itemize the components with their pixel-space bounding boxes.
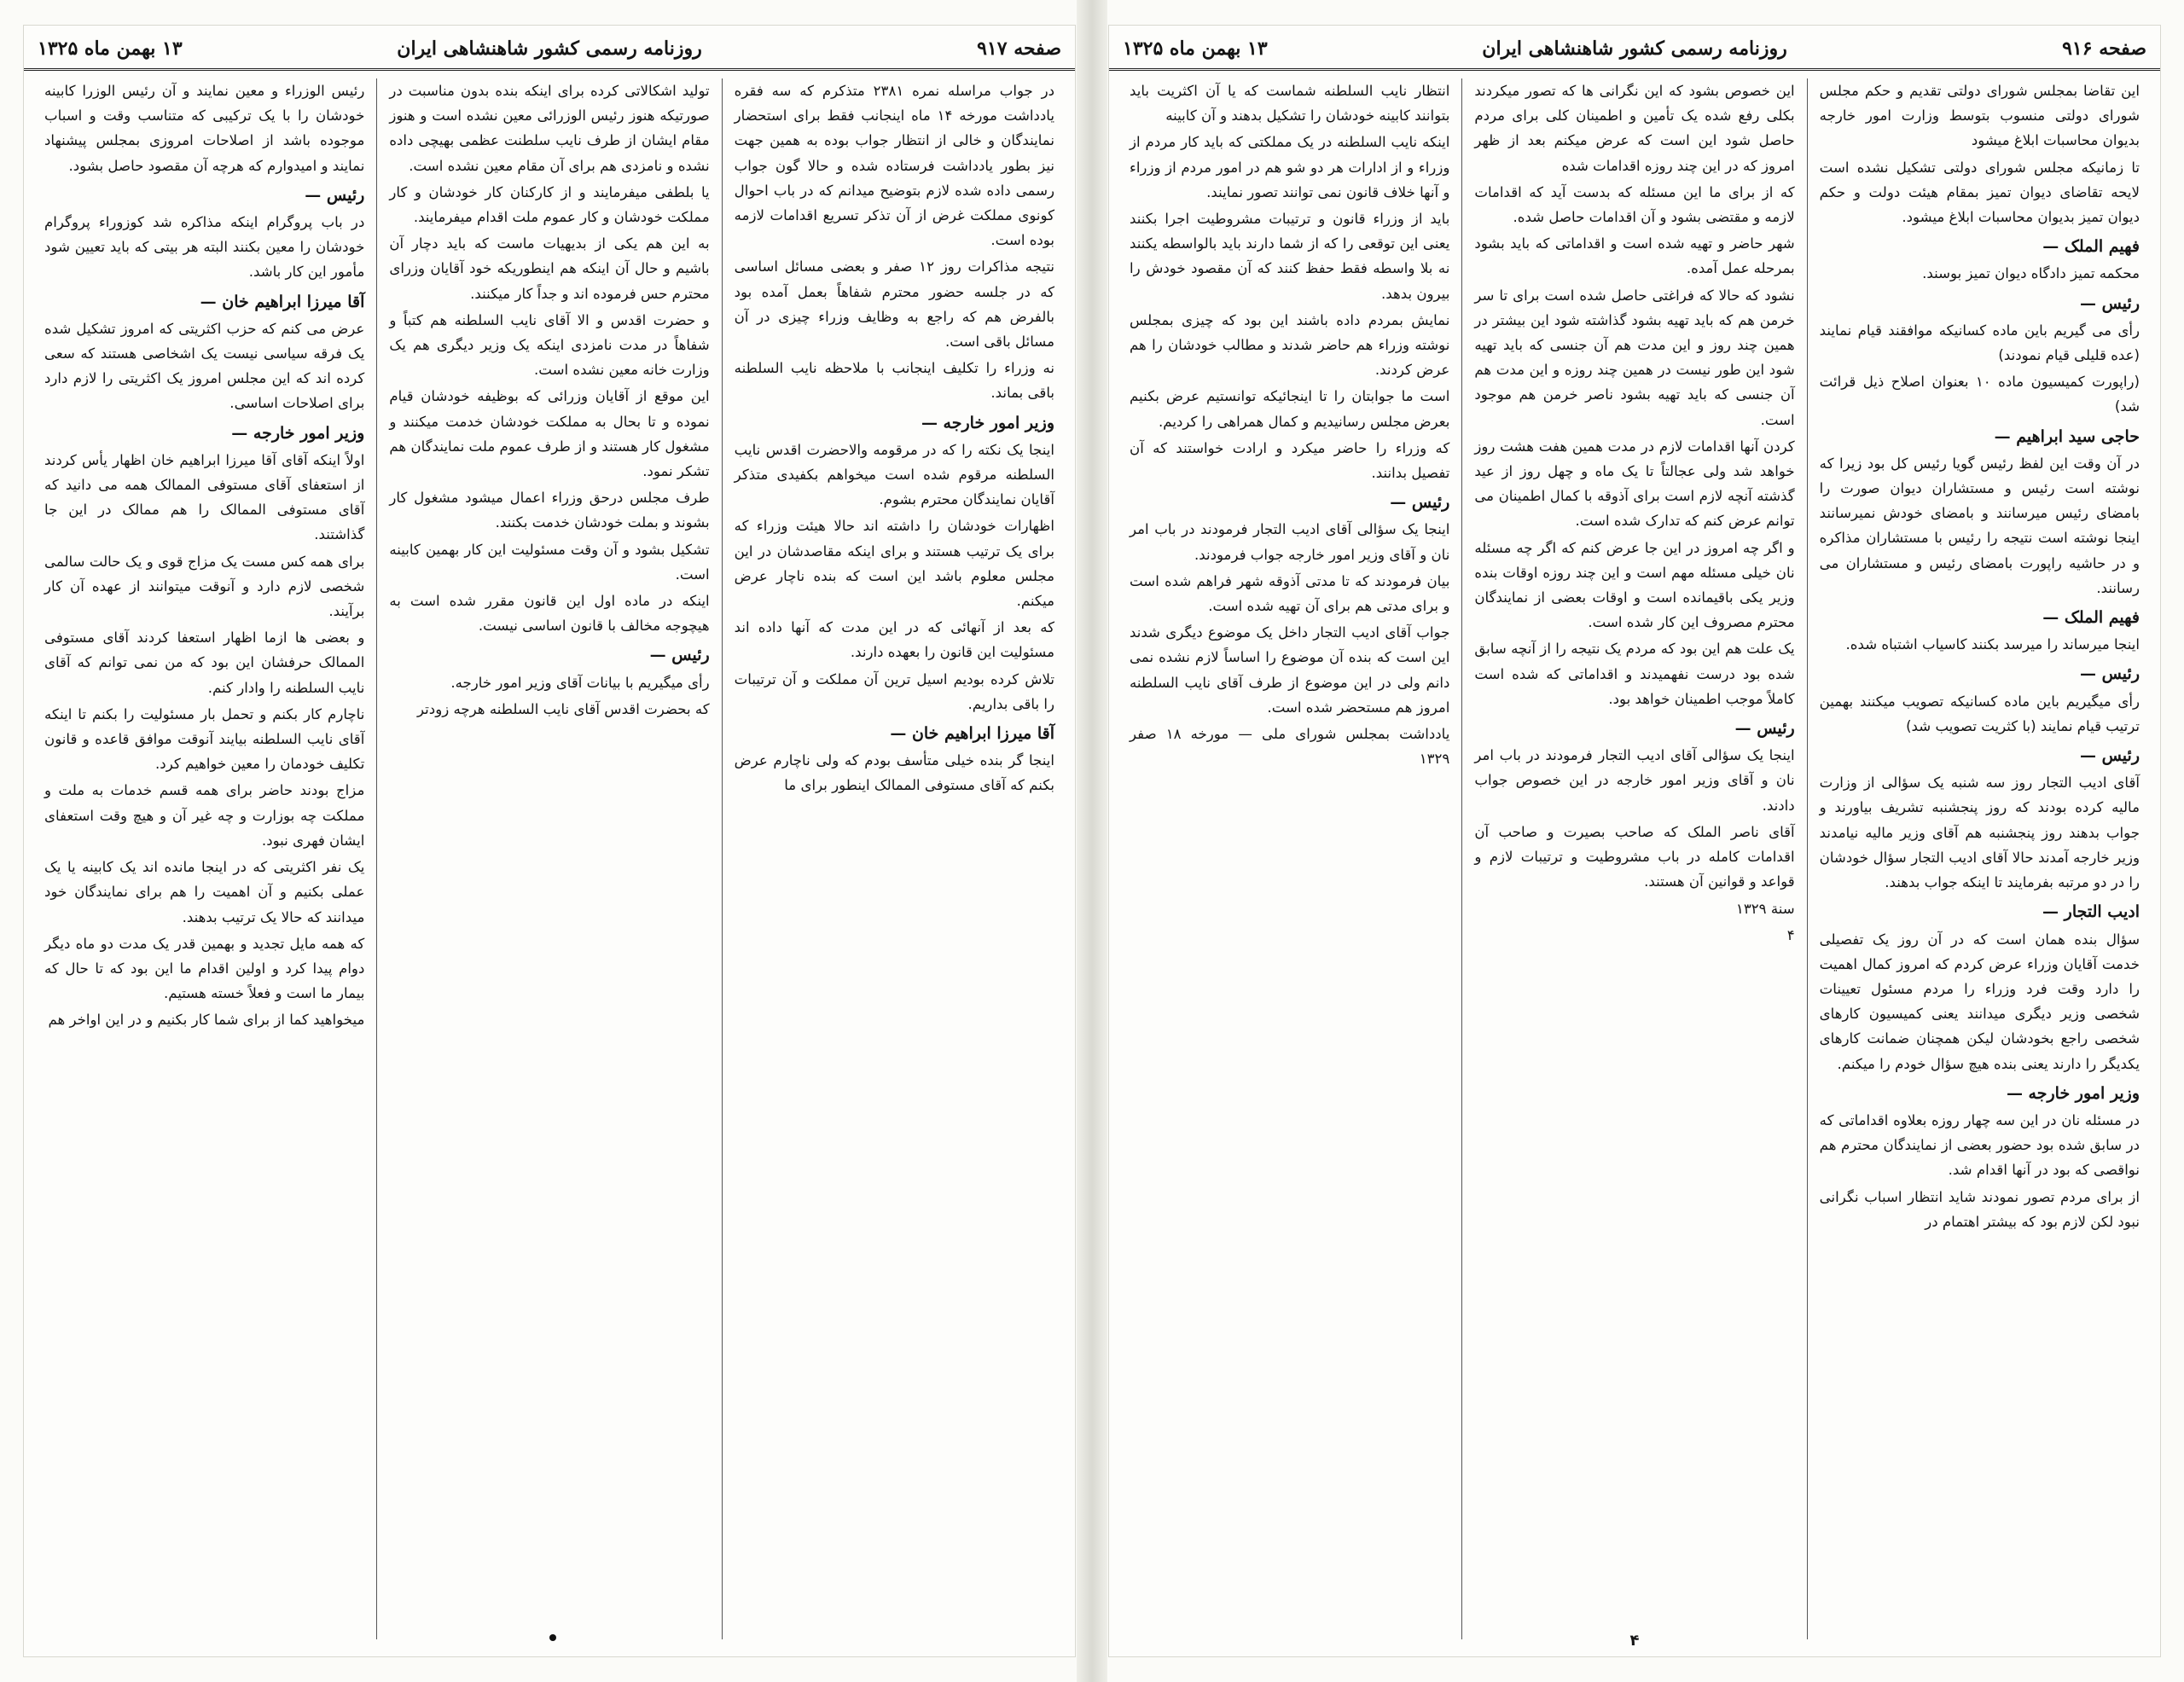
page-917 <box>24 26 1075 1656</box>
column-2 <box>376 78 721 1639</box>
paragraph: یادداشت بمجلس شورای ملی — مورخه ۱۸ صفر ۱۳۲۹ <box>1130 726 1450 768</box>
speaker-name: رئیس — <box>2079 746 2140 766</box>
paragraph: نتیجه مذاکرات روز ۱۲ صفر و بعضی مسائل اساسی که در جلسه حضور محترم شفاهاً بعمل آمده بود بالفرض هم که راجع به وظایف وزراء چیزی در آن مسائل باقی است. <box>734 258 1055 351</box>
paragraph: و اگر چه امروز در این جا عرض کنم که اگر چه مسئله نان خیلی مسئله مهم است و این چند روزه اوقات بنده وزیر یکی باقیمانده است و اوقات بعضی از نمایندگان محترم مصروف این کار شده است. <box>1474 539 1795 631</box>
paragraph: برای همه کس مست یک مزاج قوی و یک حالت سالمی شخصی لازم دارد و آنوقت میتوانند از عهده آن کار برآیند. <box>44 553 365 620</box>
paragraph: اظهارات خودشان را داشته اند حالا هیئت وزراء که برای یک ترتیب هستند و برای اینکه مقاصدشان در این مجلس معلوم باشد این است که بنده ناچار عرض میکنم. <box>734 518 1054 610</box>
paragraph: این تقاضا بمجلس شورای دولتی تقدیم و حکم مجلس شورای دولتی منسوب بتوسط وزارت امور خارجه بدیوان محاسبات ابلاغ میشود <box>1819 83 2140 149</box>
newspaper-title: روزنامه رسمی کشور شاهنشاهی ایران <box>397 38 702 60</box>
page-header <box>24 26 1075 71</box>
paragraph: است ما جوابتان را تا اینجائیکه توانستیم عرض بکنیم بعرض مجلس رسانیدیم و کمال همراهی را کردیم. <box>1130 388 1450 430</box>
paragraph: اینکه در ماده اول این قانون مقرر شده است به هیچوجه مخالف با قانون اساسی نیست. <box>389 593 710 635</box>
paragraph: و حضرت اقدس و الا آقای نایب السلطنه هم کتباً و شفاهاً در مدت نامزدی اینکه یک وزیر دیگری هم یک وزارت خانه معین نشده است. <box>389 311 710 379</box>
paragraph: آقای ناصر الملک که صاحب بصیرت و صاحب آن اقدامات کامله در باب مشروطیت و ترتیبات لازم و قواعد و قوانین آن هستند. <box>1474 823 1795 890</box>
paragraph: (راپورت کمیسیون ماده ۱۰ بعنوان اصلاح ذیل قرائت شد) <box>1819 374 2140 415</box>
paragraph: رئیس — رأی می گیریم باین ماده کسانیکه موافقند قیام نمایند (عده قلیلی قیام نمودند) <box>1820 292 2140 368</box>
speaker-name: وزیر امور خارجه — <box>921 413 1054 432</box>
paragraph: ۴ <box>1786 926 1795 943</box>
paragraph: جواب آقای ادیب التجار داخل یک موضوع دیگری شدند این است که بنده آن موضوع را اساساً لازم نشده نمی دانم ولی در این موضوع از طرف آقای نایب السلطنه امروز هم مستحضر شده است. <box>1130 624 1450 716</box>
speaker-name: رئیس — <box>2079 293 2140 313</box>
paragraph: رئیس الوزراء و معین نمایند و آن رئیس الوزرا کابینه خودشان را با یک ترکیبی که متناسب وقت و اسباب موجوده باشد از اصلاحات امروزی بمجلس پیشنهاد نمایند و امیدوارم که هرچه آن مقصود حاصل بشود. <box>44 83 365 174</box>
text-columns <box>1118 78 2152 1639</box>
speaker-name: حاجی سید ابراهیم — <box>1994 426 2140 446</box>
paragraph: وزیر امور خارجه — در مسئله نان در این سه چهار روزه بعلاوه اقداماتی که در سابق شده بود حضور بعضی از نمایندگان محترم هم نواقصی که بود در آنها اقدام شد. <box>1820 1082 2140 1183</box>
newspaper-title: روزنامه رسمی کشور شاهنشاهی ایران <box>1482 38 1787 60</box>
paragraph: رئیس — آقای ادیب التجار روز سه شنبه یک سؤالی از وزارت مالیه کرده بودند که روز پنجشنبه تشریف بیاورند و جواب بدهند روز پنجشنبه هم آقای وزیر مالیه نیامدند وزیر خارجه آمدند حالا آقای ادیب التجار سؤال خودشان را در دو مرتبه بفرمایند تا اینکه جواب بدهند. <box>1820 744 2140 895</box>
speaker-name: رئیس — <box>1390 493 1450 513</box>
paragraph: آقا میرزا ابراهیم خان — اینجا گر بنده خیلی متأسف بودم که ولی ناچارم عرض بکنم که آقای مستوفی الممالک اینطور برای ما <box>735 722 1054 798</box>
paragraph: که وزراء را حاضر میکرد و ارادت خواستند که آن تفصیل بدانند. <box>1130 439 1450 482</box>
column-3 <box>1118 78 1461 1639</box>
paragraph: به این هم یکی از بدیهیات ماست که باید دچار آن باشیم و حال آن اینکه هم اینطوریکه خود آقایان وزرای محترم حس فرموده اند و جداً کار میکنند. <box>389 235 710 302</box>
paragraph: فهیم الملک — محکمه تمیز دادگاه دیوان تمیز بوسند. <box>1820 235 2140 286</box>
paragraph: تا زمانیکه مجلس شورای دولتی تشکیل نشده است لایحه تقاضای دیوان تمیز بمقام هیئت دولت و حکم دیوان تمیز بدیوان محاسبات ابلاغ میشود. <box>1819 159 2140 226</box>
text-columns <box>32 78 1066 1639</box>
paragraph: انتظار نایب السلطنه شماست که یا آن اکثریت باید بتوانند کابینه خودشان را تشکیل بدهند و آن کابینه <box>1130 83 1450 125</box>
paragraph: ناچارم کار بکنم و تحمل بار مسئولیت را بکنم تا اینکه آقای نایب السلطنه بیایند آنوقت موافق قاعده و قانون تکلیف خودمان را معین خواهیم کرد. <box>44 705 365 773</box>
paragraph: رئیس — رأی میگیریم باین ماده کسانیکه تصویب میکنند بهمین ترتیب قیام نمایند (با کثریت تصویب شد) <box>1820 662 2140 739</box>
paragraph: نشود که حالا که فراغتی حاصل شده است برای تا سر خرمن هم که باید تهیه بشود گذاشته شود این بیشتر در همین چند روز و این مدت هم آن جنسی که باید تهیه شود این طور نیست در همین چند روزه و این مدت هم آن جنسی که باید تهیه بشود ناصر خرمن هم موجود است. <box>1474 287 1795 428</box>
speaker-name: رئیس — <box>649 646 710 665</box>
paragraph: اینکه نایب السلطنه در یک مملکتی که باید کار مردم از وزراء و از ادارات هر دو شو هم در امور مردم از وزراء و آنها خلاف قانون نمی توانند تصور نمایند. <box>1130 134 1450 200</box>
paragraph: یک علت هم این بود که مردم یک نتیجه را از آنچه سابق شده بود درست نفهمیدند و اقداماتی که شده است کاملاً موجب اطمینان خواهد بود. <box>1474 641 1795 707</box>
paragraph: از برای مردم تصور نمودند شاید انتظار اسباب نگرانی نبود لکن لازم بود که بیشتر اهتمام در <box>1819 1188 2140 1230</box>
paragraph: نه وزراء را تکلیف اینجانب با ملاحظه نایب السلطنه باقی بماند. <box>734 360 1054 402</box>
page-footer-number: ۴ <box>1629 1632 1640 1650</box>
speaker-name: فهیم الملک — <box>2042 608 2140 628</box>
column-3 <box>32 78 376 1639</box>
speaker-name: وزیر امور خارجه — <box>231 423 365 443</box>
paragraph: تلاش کرده بودیم اسیل ترین آن مملکت و آن ترتیبات را باقی بداریم. <box>734 670 1054 712</box>
page-916 <box>1109 26 2160 1656</box>
paragraph: وزیر امور خارجه — اینجا یک نکته را که در مرقومه والاحضرت اقدس نایب السلطنه مرقوم شده است میخواهم بکفیدی متذکر آقایان نمایندگان محترم بشوم. <box>735 411 1054 513</box>
paragraph: این خصوص بشود که این نگرانی ها که تصور میکردند بکلی رفع شده یک تأمین و اطمینان کلی برای مردم حاصل شود این است که عرض میکنم بعد از ظهر امروز که در این چند روزه اقدامات شده <box>1474 83 1795 174</box>
bullet-dot <box>549 1634 556 1641</box>
paragraph: کردن آنها اقدامات لازم در مدت همین هفت هشت روز خواهد شد ولی عجالتاً تا یک ماه و چهل روز از عید گذشته آنچه لازم است برای آذوقه با کمال اطمینان می توانم عرض کنم که تدارک شده است. <box>1474 438 1795 530</box>
paragraph: فهیم الملک — اینجا میرساند را میرسد بکنند کاسیاب اشتباه شده. <box>1820 606 2140 657</box>
paragraph: طرف مجلس درحق وزراء اعمال میشود مشغول کار بشوند و بملت خودشان خدمت بکنند. <box>389 490 710 531</box>
issue-date: ۱۳ بهمن ماه ۱۳۲۵ <box>1123 38 1268 60</box>
paragraph: نمایش بمردم داده باشند این بود که چیزی بمجلس نوشته وزراء هم حاضر شدند و مطالب خودشان را هم عرض کردند. <box>1130 311 1450 379</box>
paragraph: که از برای ما این مسئله که بدست آید که اقدامات لازمه و مقتضی بشود و آن اقدامات حاصل شده. <box>1474 183 1795 226</box>
paragraph: شهر حاضر و تهیه شده است و اقداماتی که باید بشود بمرحله عمل آمده. <box>1474 235 1795 277</box>
column-1 <box>1807 78 2152 1639</box>
paragraph: وزیر امور خارجه — اولاً اینکه آقای آقا میرزا ابراهیم خان اظهار یأس کردند از استعفای آقای مستوفی الممالک همه می دانید که آقای مستوفی الممالک را هم ممالک در این جا گذاشتند. <box>44 421 364 548</box>
paragraph: رئیس — رأی میگیریم با بیانات آقای وزیر امور خارجه. <box>389 643 709 694</box>
paragraph: یا بلطفی میفرمایند و از کارکنان کار خودشان و کار مملکت خودشان و کار عموم ملت اقدام میفرمایند. <box>389 183 710 226</box>
page-header <box>1109 26 2160 71</box>
paragraph: حاجی سید ابراهیم — در آن وقت این لفظ رئیس گویا رئیس کل بود زیرا که نوشته است رئیس و مستشاران دیوان صورت را بامضای رئیس میرسانند و بامضای خودش نمیرسانند اینجا نوشته است نتیجه را رئیس با مستشاران مذاکره و در حاشیه راپورت بامضای رئیس و مستشاران می رسانند. <box>1820 425 2140 600</box>
paragraph: بیان فرمودند که تا مدتی آذوقه شهر فراهم شده است و برای مدتی هم برای آن تهیه شده است. <box>1130 572 1450 615</box>
paragraph: رئیس — در باب پروگرام اینکه مذاکره شد کوزوراء پروگرام خودشان را معین بکنند البته هر بیتی که باید تعیین شود مأمور این کار باشد. <box>44 183 364 285</box>
column-1 <box>722 78 1066 1639</box>
paragraph: این موقع از آقایان وزرائی که بوظیفه خودشان قیام نموده و تا بحال به مملکت خودشان خدمت میکنند و مشغول کار هستند و از طرف عموم ملت نمایندگان هم تشکر نمود. <box>389 388 710 480</box>
paragraph: رئیس — اینجا یک سؤالی آقای ادیب التجار فرمودند در باب امر نان و آقای وزیر امور خارجه در این خصوص جواب دادند. <box>1474 716 1794 818</box>
paragraph: تولید اشکالاتی کرده برای اینکه بنده بدون مناسبت در صورتیکه هنوز رئیس الوزرائی معین نشده است و هنوز مقام ایشان از طرف نایب سلطنت عظمی بهیچی داده نشده و نامزدی هم برای آن مقام معین نشده است. <box>389 83 710 174</box>
paragraph: که بحضرت اقدس آقای نایب السلطنه هرچه زودتر <box>417 700 710 717</box>
paragraph: در جواب مراسله نمره ۲۳۸۱ متذکرم که سه فقره یادداشت مورخه ۱۴ ماه اینجانب فقط برای استحضار نمایندگان و خالی از انتظار جواب بوده به همین جهت نیز بطور یادداشت فرستاده شده و حالا گون جواب رسمی داده شده لازم بتوضیح میدانم که در باب احوال کونوی مملکت غرض از آن تذکر تسریع اقدامات لازمه بوده است. <box>734 83 1054 249</box>
paragraph: که بعد از آنهائی که در این مدت که آنها داده اند مسئولیت این قانون را بعهده دارند. <box>734 619 1054 661</box>
speaker-name: فهیم الملک — <box>2042 237 2140 257</box>
paragraph: یک نفر اکثریتی که در اینجا مانده اند یک کابینه یا یک عملی بکنیم و آن اهمیت را هم برای نمایندگان خود میدانند که حالا یک ترتیب بدهند. <box>44 859 365 925</box>
speaker-name: آقا میرزا ابراهیم خان — <box>200 292 365 311</box>
paragraph: آقا میرزا ابراهیم خان — عرض می کنم که حزب اکثریتی که امروز تشکیل شده یک فرقه سیاسی نیست یک اشخاصی هستند که سعی کرده اند که این مجلس امروز یک اکثریتی را لازم دارد برای اصلاحات اساسی. <box>44 290 364 416</box>
paragraph: باید از وزراء قانون و ترتیبات مشروطیت اجرا بکنند یعنی این توقعی را که از شما دارند باید بالواسطه یکنند نه بلا واسطه فقط حفظ کنند که آن مقصود خودش را بیرون بدهد. <box>1130 211 1450 302</box>
page-number: صفحه ۹۱۷ <box>977 38 1061 60</box>
paragraph: رئیس — اینجا یک سؤالی آقای ادیب التجار فرمودند در باب امر نان و آقای وزیر امور خارجه جواب فرمودند. <box>1130 490 1449 567</box>
paragraph: سنة ۱۳۲۹ <box>1735 900 1795 917</box>
speaker-name: آقا میرزا ابراهیم خان — <box>890 724 1054 744</box>
speaker-name: رئیس — <box>1734 719 1795 739</box>
paragraph: و بعضی ها ازما اظهار استعفا کردند آقای مستوفی الممالک حرفشان این بود که من نمی توانم که آقای نایب السلطنه را وادار کنم. <box>44 629 365 696</box>
paragraph: تشکیل بشود و آن وقت مسئولیت این کار بهمین کابینه است. <box>389 541 710 583</box>
page-number: صفحه ۹۱۶ <box>2062 38 2146 60</box>
column-2 <box>1461 78 1806 1639</box>
paragraph: میخواهید کما از برای شما کار بکنیم و در این اواخر هم <box>48 1012 365 1029</box>
paragraph: که همه مایل تجدید و بهمین قدر یک مدت دو ماه دیگر دوام پیدا کرد و اولین اقدام ما این بود که تا حال که بیمار ما است و فعلاً خسته هستیم. <box>44 935 365 1002</box>
paragraph: مزاج بودند حاضر برای همه قسم خدمات به ملت و مملکت چه بوزارت و چه غیر آن و هیچ وقت استعفای ایشان فهری نبود. <box>44 782 365 849</box>
book-gutter <box>1077 0 1107 1682</box>
issue-date: ۱۳ بهمن ماه ۱۳۲۵ <box>38 38 183 60</box>
speaker-name: ادیب التجار — <box>2042 902 2140 922</box>
speaker-name: رئیس — <box>305 185 365 205</box>
speaker-name: رئیس — <box>2079 664 2140 684</box>
paragraph: ادیب التجار — سؤال بنده همان است که در آن روز یک تفصیلی خدمت آقایان وزراء عرض کردم که امروز کمال اهمیت را دارد وقت فرد وزراء را مردم مسئول تعیینات شخصی وزیر دیگری میدانند یعنی کمیسیون کارهای شخصی راجع بخودشان لیکن همچنان ضمانت کارهای یکدیگر را دارند یعنی بنده هیچ سؤال خودم را میکنم. <box>1820 900 2140 1076</box>
speaker-name: وزیر امور خارجه — <box>2006 1083 2140 1103</box>
